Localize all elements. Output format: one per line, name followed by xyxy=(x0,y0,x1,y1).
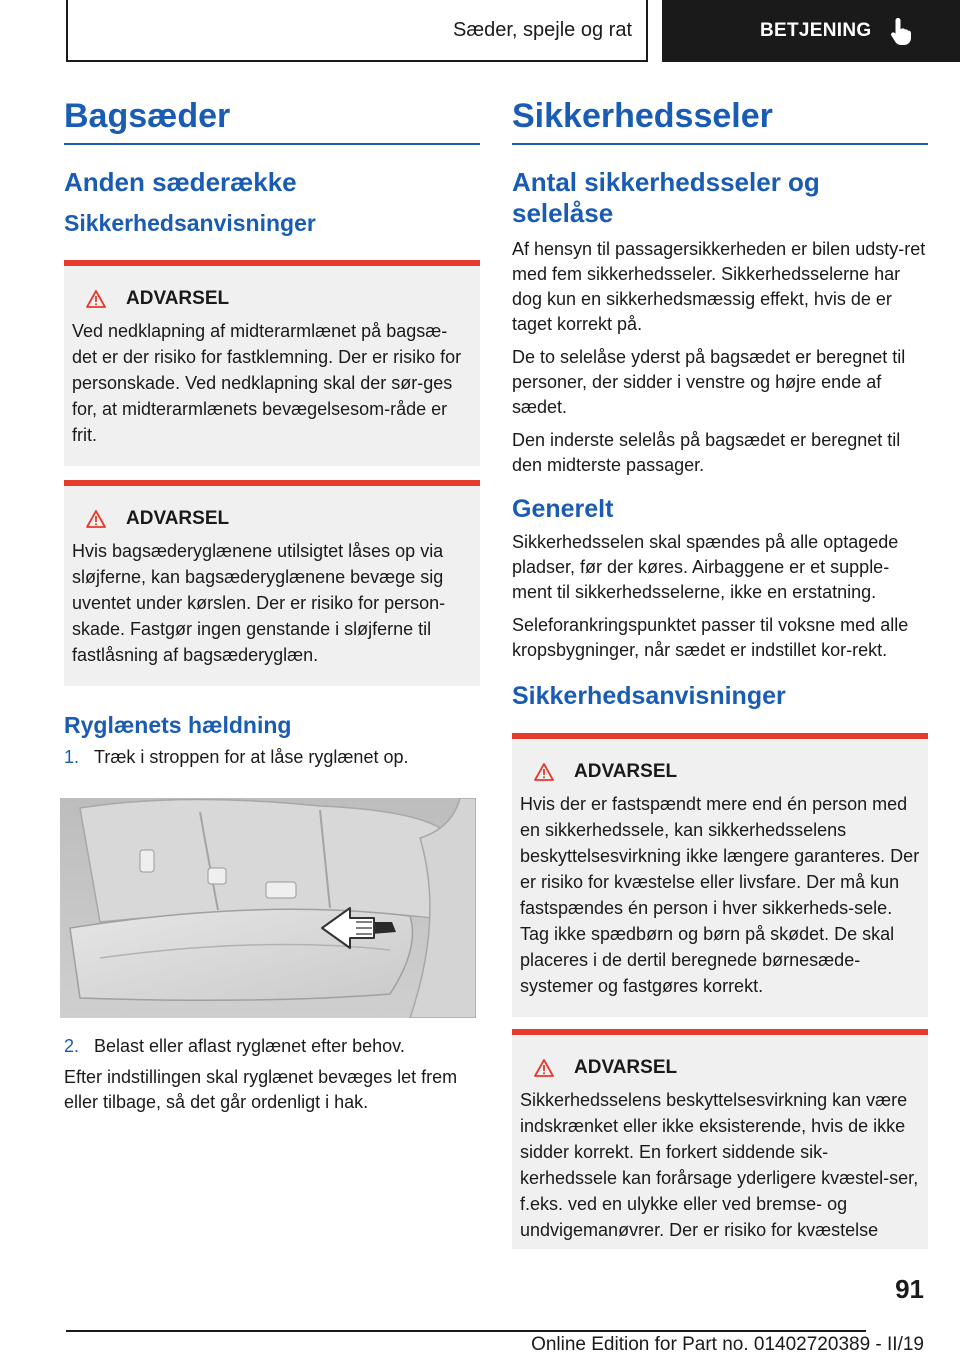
page-title-seat-belts: Sikkerhedsseler xyxy=(512,97,773,135)
warning-label: ADVARSEL xyxy=(126,507,230,529)
page-number: 91 xyxy=(895,1274,924,1304)
footer-rule xyxy=(66,1330,866,1332)
right-column xyxy=(512,96,928,1263)
warning-triangle-icon xyxy=(534,1059,554,1077)
warning-triangle-icon xyxy=(86,290,106,308)
paragraph-inner-buckle: Den inderste selelås på bagsædet er beregnet til den midterste passager. xyxy=(512,430,901,476)
warning-box-backrest-loops xyxy=(64,480,480,686)
chapter-label: BETJENING xyxy=(760,20,872,41)
heading-safety-right: Sikkerhedsanvisninger xyxy=(512,682,786,711)
paragraph-belt-count: Af hensyn til passagersikkerheden er bilen udsty-ret med fem sikkerhedsseler. Sikkerhedsselerne har dog kun en sikkerhedsmæssig effekt, hvis de er taget korrekt på. xyxy=(512,239,926,335)
step-number: 1. xyxy=(64,747,80,768)
paragraph-after-adjust: Efter indstillingen skal ryglænet bevæges let frem eller tilbage, så det går ordenligt i hak. xyxy=(64,1067,458,1113)
step-text: Belast eller aflast ryglænet efter behov. xyxy=(94,1036,405,1057)
warning-label: ADVARSEL xyxy=(126,287,230,309)
warning-triangle-icon xyxy=(534,763,554,781)
page-header xyxy=(66,0,960,64)
warning-box-one-person xyxy=(512,733,928,1017)
step-text: Træk i stroppen for at låse ryglænet op. xyxy=(94,747,409,768)
heading-backrest-angle: Ryglænets hældning xyxy=(64,711,292,738)
title-rule xyxy=(64,143,480,145)
heading-general: Generelt xyxy=(512,495,614,524)
paragraph-outer-buckles: De to selelåse yderst på bagsædet er beregnet til personer, der sidder i venstre og højre ende af sædet. xyxy=(512,347,906,418)
list-item-step-1 xyxy=(64,745,480,770)
section-title: Sæder, spejle og rat xyxy=(66,0,648,62)
warning-box-armrest xyxy=(64,260,480,466)
warning-label: ADVARSEL xyxy=(574,761,678,783)
rear-seat-strap-illustration xyxy=(60,798,476,1018)
page-title-rear-seats: Bagsæder xyxy=(64,97,231,135)
paragraph-anchorage: Seleforankringspunktet passer til voksne med alle kropsbygninger, når sædet er indstillet kor-rekt. xyxy=(512,615,909,661)
warning-text: Hvis der er fastspændt mere end én person med en sikkerhedssele, kan sikkerhedsselens beskyttelsesvirkning ikke længere garanteres. Der er risiko for kvæstelse eller livsfare. Der må kun fastspændes én person i hver sikkerheds-sele. Tag ikke spædbørn og børn på skødet. De skal placeres i de dertil beregnede børnesæde-systemer og fastgøres korrekt. xyxy=(520,794,920,997)
warning-triangle-icon xyxy=(86,510,106,528)
warning-text: Ved nedklapning af midterarmlænet på bagsæ-det er der risiko for fastklemning. Der er risiko for personskade. Ved nedklapning skal der sør-ges for, at midterarmlænets bevægelsesom-råde er frit. xyxy=(72,320,462,445)
step-number: 2. xyxy=(64,1036,80,1057)
warning-label: ADVARSEL xyxy=(574,1057,678,1079)
heading-belt-count: Antal sikkerhedsseler og selelåse xyxy=(512,166,820,228)
left-column xyxy=(64,96,480,1123)
warning-box-belt-position xyxy=(512,1029,928,1249)
heading-safety-left: Sikkerhedsanvisninger xyxy=(64,209,316,236)
warning-text: Hvis bagsæderyglænene utilsigtet låses op via sløjferne, kan bagsæderyglænene bevæge sig uventet under kørslen. Der er risiko for person-skade. Fastgør ingen genstande i sløjferne til fastlåsning af bagsæderyglæn. xyxy=(72,540,446,665)
chapter-tab[interactable] xyxy=(662,0,960,62)
heading-second-row: Anden sæderække xyxy=(64,166,297,197)
title-rule xyxy=(512,143,928,145)
warning-text: Sikkerhedsselens beskyttelsesvirkning kan være indskrænket eller ikke eksisterende, hvis de ikke sidder korrekt. En forkert siddende sik-kerhedssele kan forårsage yderligere kvæstel-ser, f.eks. ved en ulykke eller ved bremse- og undvigemanøvrer. Der er risiko for kvæstelse xyxy=(520,1090,919,1241)
footer-edition: Online Edition for Part no. 01402720389 - II/19 xyxy=(531,1334,924,1355)
pointing-hand-icon xyxy=(889,16,915,46)
paragraph-general: Sikkerhedsselen skal spændes på alle optagede pladser, før der køres. Airbaggene er et supple-ment til sikkerhedsselerne, ikke en erstatning. xyxy=(512,532,899,603)
list-item-step-2 xyxy=(64,1034,480,1059)
